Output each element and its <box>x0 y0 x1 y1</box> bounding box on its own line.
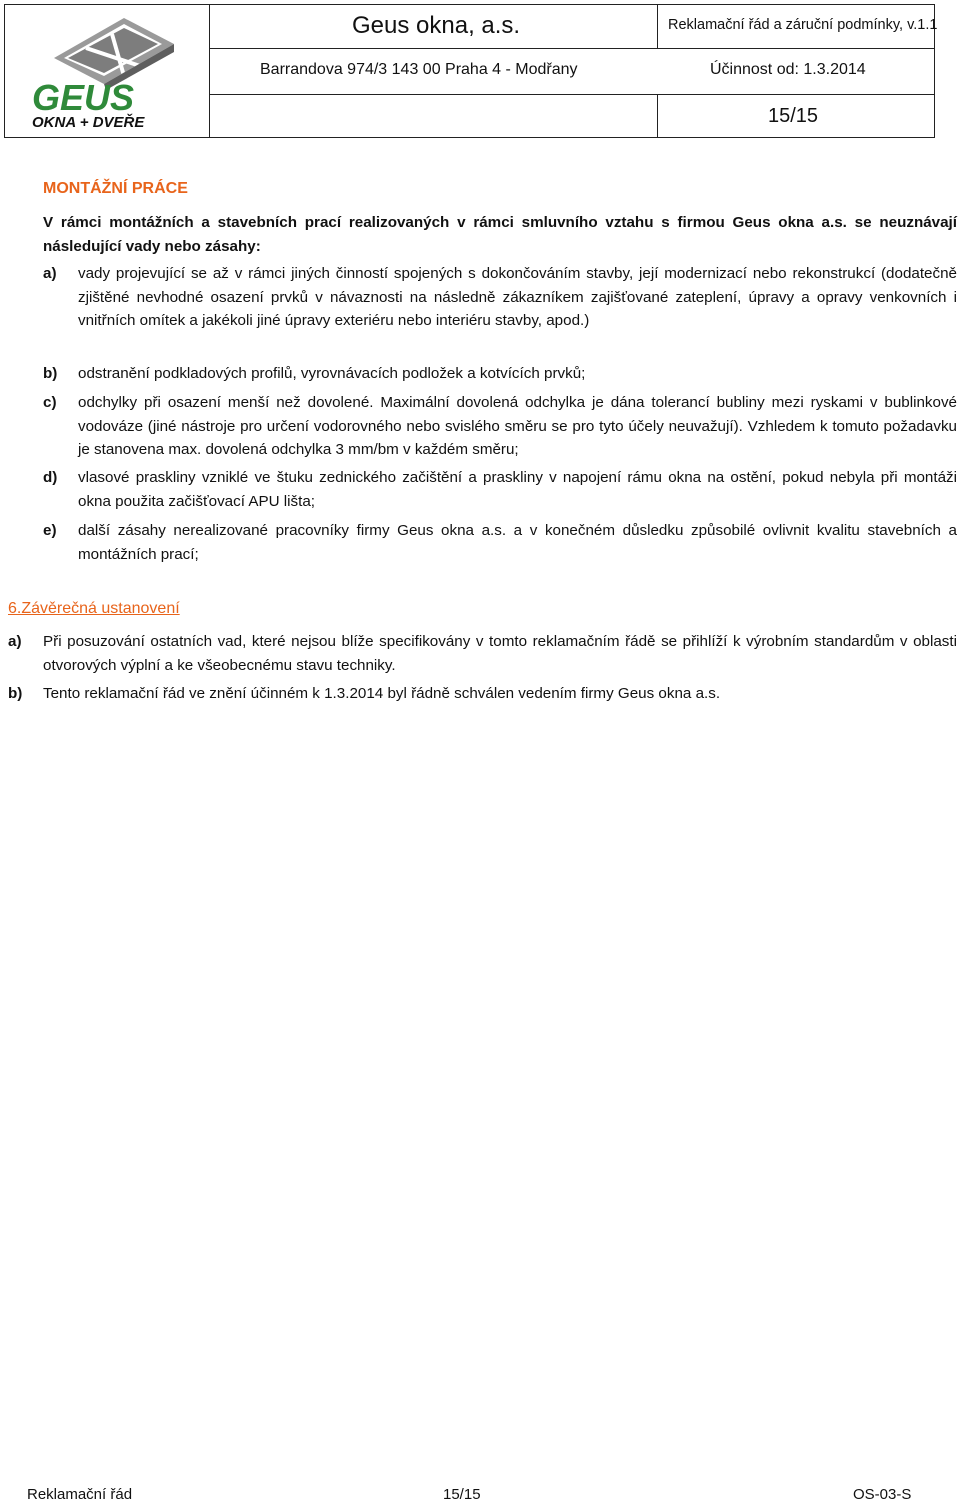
logo-text-bottom: OKNA + DVEŘE <box>32 114 145 131</box>
document-title: Reklamační řád a záruční podmínky, v.1.1 <box>668 17 938 33</box>
header-border-left <box>4 4 5 138</box>
header-row-line-2 <box>209 94 935 95</box>
footer-doc-name: Reklamační řád <box>27 1486 133 1503</box>
list-marker: c) <box>43 394 57 411</box>
effective-date: Účinnost od: 1.3.2014 <box>710 61 866 78</box>
list-marker: b) <box>43 365 58 382</box>
list-item-text: Při posuzování ostatních vad, které nejsou blíže specifikovány v tomto reklamačním řádě se přihlíží k výrobním standardům v oblasti otvorových výplní a ke všeobecnému stavu techniky. <box>43 633 957 674</box>
list-marker: a) <box>8 633 22 650</box>
list-item-text: odstranění podkladových profilů, vyrovnávacích podložek a kotvících prvků; <box>78 365 586 382</box>
list-marker: a) <box>43 265 57 282</box>
section-heading-montaz: MONTÁŽNÍ PRÁCE <box>43 180 188 197</box>
header-border-top <box>4 4 935 5</box>
list-item-text: další zásahy nerealizované pracovníky firmy Geus okna a.s. a v konečném důsledku způsobilé ovlivnit kvalitu stavebních a montážních prací; <box>78 522 957 563</box>
company-address: Barrandova 974/3 143 00 Praha 4 - Modřany <box>260 61 578 78</box>
list-marker: d) <box>43 469 58 486</box>
company-logo <box>14 10 204 132</box>
section-heading-final: 6.Závěrečná ustanovení <box>8 600 180 617</box>
geus-logo-icon <box>14 10 204 132</box>
list-marker: e) <box>43 522 57 539</box>
montaz-intro: V rámci montážních a stavebních prací realizovaných v rámci smluvního vztahu s firmou Geus okna a.s. se neuznávají následující vady nebo zásahy: <box>43 214 957 255</box>
page-header <box>0 0 938 138</box>
footer-page-number: 15/15 <box>443 1486 481 1503</box>
header-border-bottom <box>4 137 935 138</box>
list-marker: b) <box>8 685 23 702</box>
footer-doc-code: OS-03-S <box>853 1486 912 1503</box>
list-item-text: vady projevující se až v rámci jiných činností spojených s dokončováním stavby, její modernizací nebo rekonstrukcí (dodatečně zjištěné nevhodné osazení prvků v návaznosti na následně zákazníkem zajišťované zateplení, úpravy a opravy venkovních i vnitřních omítek a jakékoli jiné úpravy exteriéru nebo interiéru stavby, apod.) <box>78 265 957 329</box>
header-divider-title <box>657 4 658 48</box>
list-item-text: vlasové praskliny vzniklé ve štuku zednického začištění a praskliny v napojení rámu okna na ostění, pokud nebyla při montáži okna použita začišťovací APU lišta; <box>78 469 957 510</box>
header-row-line-1 <box>209 48 935 49</box>
header-page-number: 15/15 <box>768 105 819 127</box>
list-item-text: Tento reklamační řád ve znění účinném k 1.3.2014 byl řádně schválen vedením firmy Geus okna a.s. <box>43 685 721 702</box>
header-divider-logo <box>209 4 210 138</box>
company-name: Geus okna, a.s. <box>352 12 521 39</box>
header-divider-page <box>657 94 658 138</box>
logo-text-top: GEUS <box>32 77 135 118</box>
list-item-text: odchylky při osazení menší než dovolené. Maximální dovolená odchylka je dána tolerancí bubliny mezi ryskami v bublinkové vodováze (jiné nástroje pro určení vodorovného nebo svislého směru se pro tyto účely neuvažují). Vzhledem k tomuto požadavku je stanovena max. dovolená odchylka 3 mm/bm v každém směru; <box>78 394 957 458</box>
